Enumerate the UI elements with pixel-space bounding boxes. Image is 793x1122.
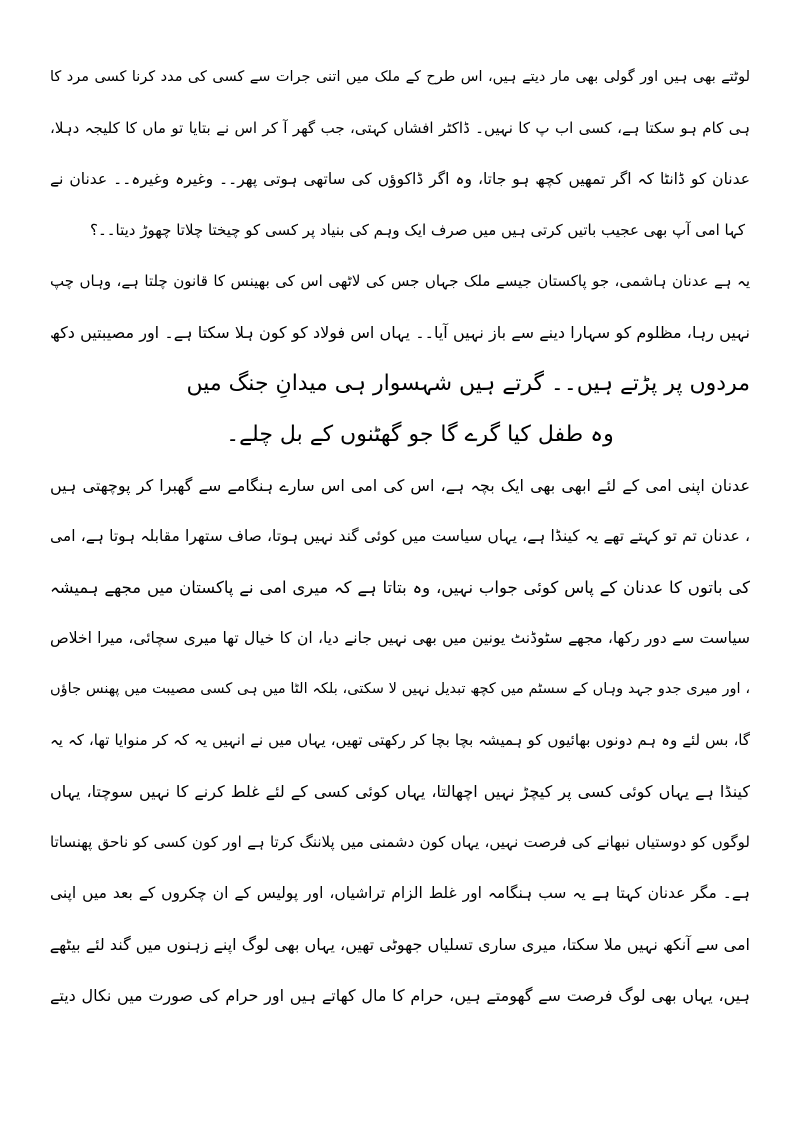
text-line: عدنان کو ڈانٹا کہ اگر تمھیں کچھ ہو جاتا، وہ اگر ڈاکوؤں کی ساتھی ہوتی پھر۔۔ وغیرہ وغیرہ۔۔ عدنان نے (50, 170, 750, 188)
text-line: عدنان اپنی امی کے لئے ابھی بھی ایک بچہ ہے، اس کی امی اس سارے ہنگامے سے گھبرا کر پوچھتی ہیں (50, 476, 750, 495)
text-line: یہ ہے عدنان ہاشمی، جو پاکستان جیسے ملک جہاں جس کی لاٹھی اس کی بھینس کا قانون چلتا ہے، وہاں چپ (50, 272, 750, 290)
text-line: نہیں رہا، مظلوم کو سہارا دینے سے باز نہیں آیا۔۔ یہاں اس فولاد کو کون ہلا سکتا ہے۔ اور مصیبتیں دکھ (50, 323, 750, 342)
text-line: ہی کام ہو سکتا ہے، کسی اب پ کا نہیں۔ ڈاکٹر افشاں کہتی، جب گھر آ کر اس نے بتایا تو ماں کا کلیجہ دہلا، (50, 119, 750, 137)
text-line: سیاست سے دور رکھا، مجھے سٹوڈنٹ یونین میں بھی نہیں جانے دیا، ان کا خیال تھا میری سچائی، میرا اخلاص (50, 629, 750, 647)
text-line: ہیں، یہاں بھی لوگ فرصت سے گھومتے ہیں، حرام کا مال کھاتے ہیں اور حرام کی صورت میں نکال دیتے (50, 986, 750, 1005)
urdu-text-body (50, 52, 750, 1021)
text-line: گا، بس لئے وہ ہم دونوں بھائیوں کو ہمیشہ بچا بچا کر رکھتی تھیں، یہاں میں نے انہیں یہ کہ کر منوایا تھا، کہ یہ (50, 731, 750, 749)
text-line: ، اور میری جدو جہد وہاں کے سسٹم میں کچھ تبدیل نہیں لا سکتی، بلکہ الٹا میں ہی کسی مصیبت میں پھنس جاؤں (50, 681, 750, 697)
text-line: ہے۔ مگر عدنان کہتا ہے یہ سب ہنگامہ اور غلط الزام تراشیاں، اور پولیس کے ان چکروں کے بعد میں اپنی (50, 884, 750, 902)
text-line: لوٹتے بھی ہیں اور گولی بھی مار دیتے ہیں، اس طرح کے ملک میں اتنی جرات سے کسی کی مدد کرنا کسی مرد کا (50, 69, 750, 85)
text-line: ، عدنان تم تو کہتے تھے یہ کینڈا ہے، یہاں سیاست میں کوئی گند نہیں ہوتا، صاف ستھرا مقابلہ ہوتا ہے، امی (50, 527, 750, 545)
text-line: کینڈا ہے یہاں کوئی کسی پر کیچڑ نہیں اچھالتا، یہاں کوئی کسی کے لئے غلط کرنے کا نہیں سوچتا، یہاں (50, 782, 750, 801)
text-line: کہا امی آپ بھی عجیب باتیں کرتی ہیں میں صرف ایک وہم کی بنیاد پر کسی کو چیختا چلاتا چھوڑ دیتا۔۔؟ (90, 221, 746, 239)
verse-line: وہ طفل کیا گرے گا جو گھٹنوں کے بل چلے۔ (226, 422, 614, 447)
text-line: مردوں پر پڑتے ہیں۔۔ گرتے ہیں شہسوار ہی میدانِ جنگ میں (186, 371, 750, 396)
text-line: کی باتوں کا عدنان کے پاس کوئی جواب نہیں، وہ بتاتا ہے کہ میری امی نے پاکستان میں مجھے ہمیشہ (50, 578, 750, 597)
text-line: لوگوں کو دوستیاں نبھانے کی فرصت نہیں، یہاں کون دشمنی میں پلاننگ کرتا ہے اور کون کسی کو ناحق پھنساتا (50, 833, 750, 851)
text-line: امی سے آنکھ نہیں ملا سکتا، میری ساری تسلیاں جھوٹی تھیں، یہاں بھی لوگ اپنے زہنوں میں گند لئے بیٹھے (50, 935, 750, 954)
